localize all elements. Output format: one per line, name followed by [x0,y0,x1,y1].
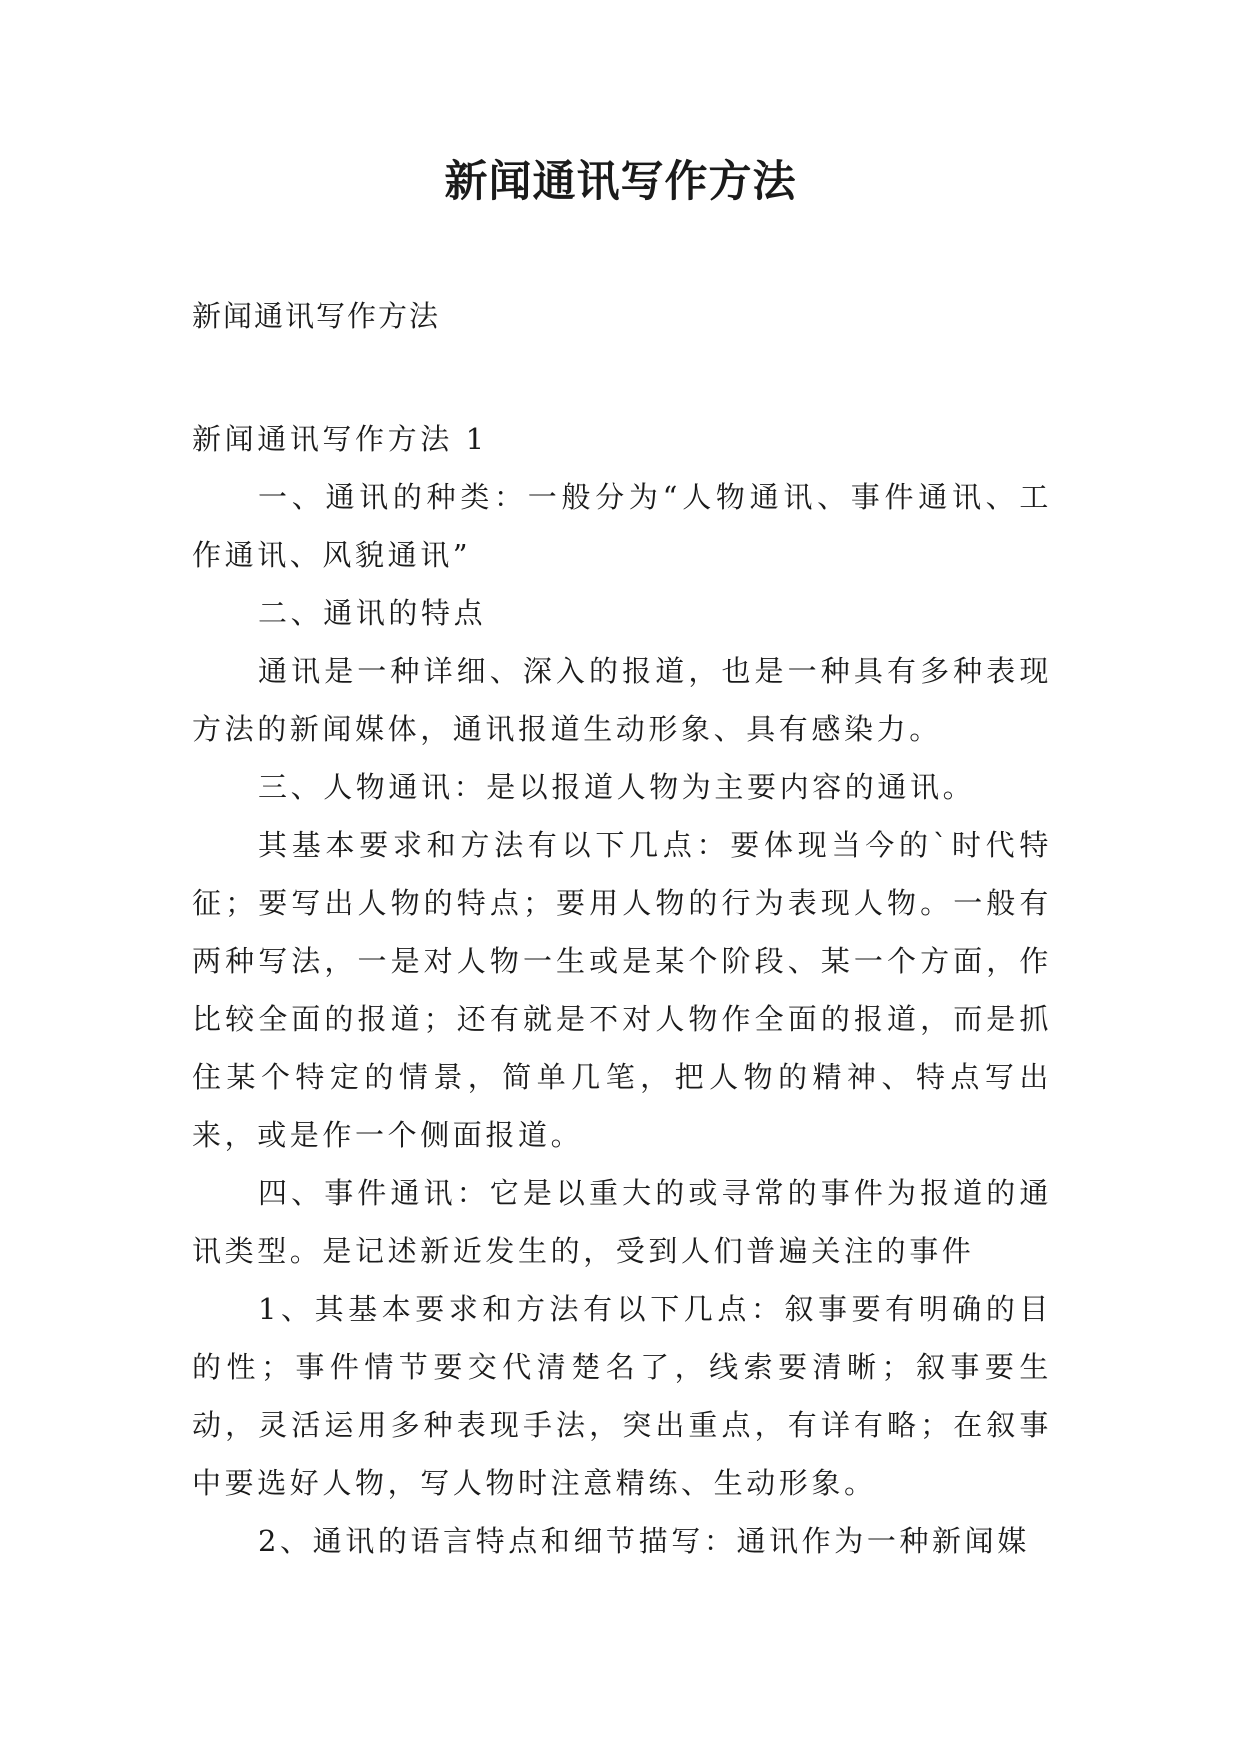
document-subtitle: 新闻通讯写作方法 [192,299,441,333]
section-heading: 新闻通讯写作方法 1 [192,422,488,456]
paragraph-4: 三、人物通讯：是以报道人物为主要内容的通讯。 [258,770,976,804]
paragraph-6: 四、事件通讯：它是以重大的或寻常的事件为报道的通讯类型。是记述新近发生的，受到人们普遍关注的事件 [192,1176,1052,1268]
paragraph-2: 二、通讯的特点 [258,596,487,630]
paragraph-8: 2、通讯的语言特点和细节描写：通讯作为一种新闻媒 [258,1524,1030,1558]
document-title: 新闻通讯写作方法 [444,157,797,207]
paragraph-5: 其基本要求和方法有以下几点：要体现当今的`时代特征；要写出人物的特点；要用人物的行为表现人物。一般有两种写法，一是对人物一生或是某个阶段、某一个方面，作比较全面的报道；还有就是不对人物作全面的报道，而是抓住某个特定的情景，简单几笔，把人物的精神、特点写出来，或是作一个侧面报道。 [192,828,1052,1152]
document-body [192,410,1052,1570]
paragraph-3: 通讯是一种详细、深入的报道，也是一种具有多种表现方法的新闻媒体，通讯报道生动形象、具有感染力。 [192,654,1052,746]
paragraph-7: 1、其基本要求和方法有以下几点：叙事要有明确的目的性；事件情节要交代清楚名了，线索要清晰；叙事要生动，灵活运用多种表现手法，突出重点，有详有略；在叙事中要选好人物，写人物时注意精练、生动形象。 [192,1292,1052,1500]
paragraph-1: 一、通讯的种类：一般分为“人物通讯、事件通讯、工作通讯、风貌通讯” [192,480,1052,572]
